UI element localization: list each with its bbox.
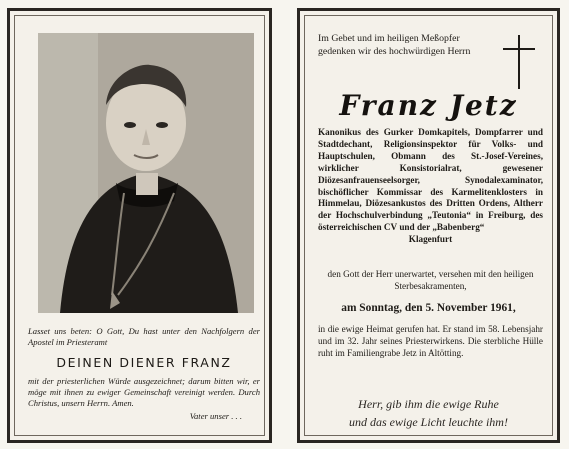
final-prayer: [300, 395, 557, 431]
death-announcement: den Gott der Herr unerwartet, versehen mit den heiligen Sterbesakramenten,: [327, 269, 534, 291]
prayer-closing: Vater unser . . .: [189, 411, 242, 421]
clerical-titles: [318, 127, 543, 246]
prayer-body: mit der priesterlichen Würde ausgezeichnet; darum bitten wir, er möge mit ihnen zu ewiger Gemeinschaft vereinigt werden. Durch Christus, unsern Herrn. Amen.: [28, 376, 260, 408]
prayer-intro: Lasset uns beten: O Gott, Du hast unter den Nachfolgern der Apostel im Priesteramt: [28, 326, 260, 347]
memorial-card-right: [297, 8, 560, 443]
death-date: am Sonntag, den 5. November 1961,: [341, 302, 516, 314]
memorial-intro: Im Gebet und im heiligen Meßopfer gedenken wir des hochwürdigen Herrn: [318, 33, 471, 57]
portrait-illustration: [38, 33, 254, 313]
deceased-name: Franz Jetz: [339, 89, 518, 122]
final-prayer-line-2: und das ewige Licht leuchte ihm!: [349, 415, 508, 429]
cross-icon: [499, 33, 539, 91]
titles-text: Kanonikus des Gurker Domkapitels, Dompfarrer und Stadtdechant, Religionsinspektor für Volks- und Hauptschulen, Obmann des St.-Josef-Vereines, wirklicher Konsistorialrat, gewesener Diözesanfrauenseelsorger, Synodalexaminator, bischöflicher Kommissar des Karmelitenklosters in Himmelau, Diözesankustos des Dritten Ordens, Altherr der Hochschulverbindung „Teutonia“ in Freiburg, des österreichischen CV und der „Babenberg“: [318, 127, 543, 233]
memorial-card-left: [7, 8, 272, 443]
titles-place: Klagenfurt: [408, 234, 453, 245]
burial-note: in die ewige Heimat gerufen hat. Er stand im 58. Lebensjahr und im 32. Jahr seines Priesterwirkens. Die sterbliche Hülle ruht im Familiengrabe Jetz in Altötting.: [318, 324, 543, 359]
prayer-text-block: [28, 326, 260, 422]
priest-portrait-photo: [38, 33, 254, 313]
deceased-name-heading: DEINEN DIENER FRANZ: [56, 355, 232, 370]
final-prayer-line-1: Herr, gib ihm die ewige Ruhe: [358, 397, 499, 411]
